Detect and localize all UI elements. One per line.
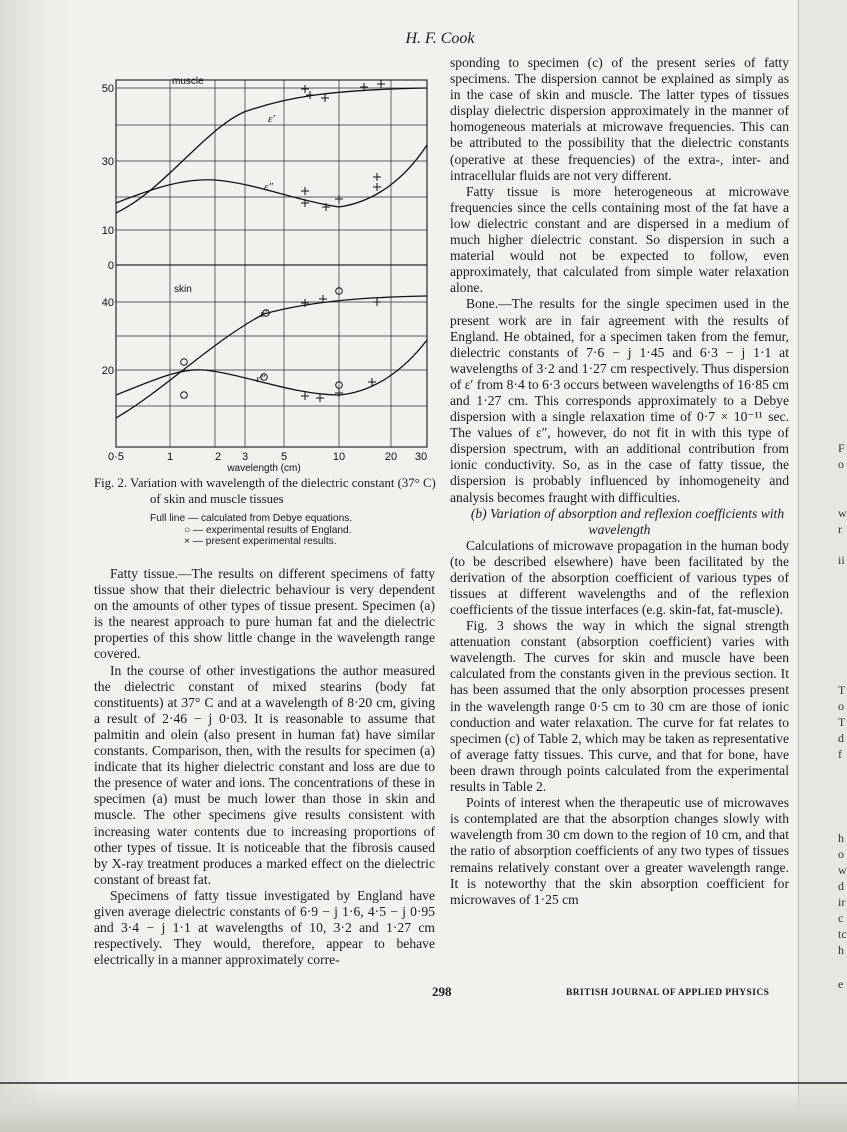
margin-glyph: F [838,441,845,455]
y-tick-label: 50 [101,83,114,95]
key-present-results: × — present experimental results. [184,536,337,547]
paragraph: Points of interest when the therapeutic use of microwaves is contemplated are that the absorption changes slowly with wavelength from 30 cm down to the region of 10 cm, and that the ratio of absorption coefficients of any two types of tissues remains relatively constant over a greater wavelength range. It is noteworthy that the skin absorption coefficient for microwaves of 1·25 cm [450,795,789,907]
curve-label-skin-eps1: ε′ [260,308,267,320]
figure-2 [94,70,439,474]
margin-glyph: r [838,522,842,536]
margin-glyph: c [838,911,844,925]
scan-left-edge-shadow [0,0,70,1132]
curve-label-muscle-eps2: ε″ [264,181,273,193]
data-point-england [181,359,188,366]
scan-bottom-shadow [0,1082,847,1132]
x-tick-label: 2 [214,451,222,463]
curve-label-skin-eps2: ε″ [256,373,265,385]
journal-name: BRITISH JOURNAL OF APPLIED PHYSICS [566,988,770,998]
x-tick-label: 30 [414,451,428,463]
y-tick-label: 0 [107,260,114,272]
x-tick-label: 3 [241,451,249,463]
data-point-england [181,392,188,399]
figure-caption [94,476,439,548]
margin-glyph: ir [838,895,846,909]
curves [116,88,427,418]
paragraph: Calculations of microwave propagation in the human body (to be described elsewhere) have been facilitated by the derivation of the absorption coefficient of various types of tissues at different wavelengths and of the reflexion coefficients of the tissue interfaces (e.g. skin-fat, fat-muscle). [450,537,789,617]
margin-glyph: h [838,943,844,957]
margin-glyph: o [838,457,844,471]
paragraph: Specimens of fatty tissue investigated by England have given average dielectric constants of 6·9 − j 1·6, 4·5 − j 0·95 and 3·4 − j 1·1 at wavelengths of 10, 3·2 and 1·27 cm respectively. They would, therefore, appear to behave electrically in a manner approximately corre- [94,887,435,968]
skin-eps2-curve [116,340,427,395]
margin-glyph: w [838,863,847,877]
panel-label-muscle: muscle [172,76,204,87]
y-tick-label: 40 [101,297,114,309]
muscle-eps1-curve [116,88,427,213]
margin-glyph: ii [838,553,845,567]
paragraph: Bone.—The results for the single specimen used in the present work are in fair agreement with the results of England. He obtained, for a specimen taken from the femur, dielectric constants of 7·6 − j 1·45 and 6·3 − j 1·1 at wavelengths of 3·2 and 1·27 cm respectively. Thus dispersion of ε′ from 8·4 to 6·3 occurs between wavelengths of 16·85 cm and 1·27 cm. This corresponds approximately to a Debye dispersion with a single relaxation time of 0·7 × 10⁻¹¹ sec. The values of ε″, however, do not fit in with this type of dispersion spectrum, with an additional contribution from ionic conductivity. So, as in the case of fatty tissue, the dispersion is probably influenced by inhomogeneity and analysis becomes fraught with difficulties. [450,296,789,505]
x-tick-label: 20 [384,451,398,463]
experimental-points [181,80,385,402]
margin-glyph: d [838,879,844,893]
page-number: 298 [432,984,452,999]
page-bottom-edge [0,1082,847,1084]
margin-glyph: w [838,506,847,520]
paragraph: In the course of other investigations the author measured the dielectric constant of mixed stearins (body fat constituents) at 37° C and at a wavelength of 8·20 cm, giving a result of 2·46 − j 0·03. It is reasonable to assume that palmitin and olein (also present in human fat) have similar constants. Comparison, then, with the results for specimen (a) indicate that its higher dielectric constant and loss are due to the presence of water and ions. The concentrations of these in specimen (a) must be much lower than those in skin and muscle. The other specimens give results consistent with increasing water contents due to increasing proportions of other types of tissue. It is noticeable that the fibrosis caused by X-ray treatment produces a marked effect on the dielectric constant of breast fat. [94,662,435,887]
y-tick-label: 10 [101,225,114,237]
key-full-line: Full line — calculated from Debye equations. [150,513,353,524]
margin-glyph: o [838,847,844,861]
x-tick-label: 0·5 [108,451,124,463]
x-tick-label: 5 [280,451,288,463]
y-tick-label: 20 [101,365,114,377]
y-tick-label: 30 [101,156,114,168]
data-point-present [301,80,385,402]
right-column-text [450,55,789,908]
panel-label-skin: skin [174,284,192,295]
paragraph: Fig. 3 shows the way in which the signal strength attenuation constant (absorption coefficient) varies with wavelength. The curves for skin and muscle have been calculated from the constants given in the previous section. It has been assumed that the only absorption processes present in the wavelength range 0·5 cm to 30 cm are those of ionic conduction and water relaxation. The curve for fat relates to specimen (c) of Table 2, which may be taken as representative of average fatty tissues. This curve, and that for bone, have been drawn through points calculated from the experimental results in Table 2. [450,618,789,795]
x-tick-label: 10 [332,451,346,463]
curve-label-muscle-eps1: ε′ [268,113,275,125]
figure-2-plot [94,70,439,474]
margin-glyph: h [838,831,844,845]
plot-gridlines [116,80,427,447]
margin-glyph: T [838,683,846,697]
margin-glyph: e [838,977,844,991]
x-tick-label: 1 [166,451,174,463]
section-heading: (b) Variation of absorption and reflexion coefficients with wavelength [470,505,785,537]
muscle-eps2-curve [116,145,427,207]
paragraph: Fatty tissue is more heterogeneous at microwave frequencies since the cells containing most of the fat have a low dielectric constant and are dispersed in a medium of much higher dielectric constant. So dispersion in such a material would not be expected to follow, even approximately, that calculated from simple water relaxation alone. [450,183,789,296]
paragraph: sponding to specimen (c) of the present series of fatty specimens. The dispersion cannot be explained as simply as in the case of skin and muscle. The latter types of tissues display dielectric dispersion approximately in the manner of homogeneous materials at microwave frequencies. This can be attributed to the possibility that the dielectric constants (operative at these frequencies) of the extra-, inter- and intracellular fluids are not very different. [450,55,789,183]
margin-glyph: o [838,699,844,713]
running-head: H. F. Cook [405,30,475,47]
skin-eps1-curve [116,296,427,418]
margin-glyph: T [838,715,846,729]
x-axis-label: wavelength (cm) [227,463,301,474]
caption-key [94,513,439,548]
paragraph: Fatty tissue.—The results on different specimens of fatty tissue show that their dielectric behaviour is very dependent on the amounts of other types of tissue present. Specimen (a) is the nearest approach to pure human fat and the dielectric properties of this show little change in the wavelength range covered. [94,566,435,662]
margin-glyph: tc [838,927,847,941]
margin-glyph: d [838,731,844,745]
key-england-results: ○ — experimental results of England. [184,524,352,536]
margin-glyph: f [838,747,842,761]
left-column-text [94,566,435,968]
caption-main: Fig. 2. Variation with wavelength of the dielectric constant (37° C) of skin and muscle tissues [94,476,436,506]
